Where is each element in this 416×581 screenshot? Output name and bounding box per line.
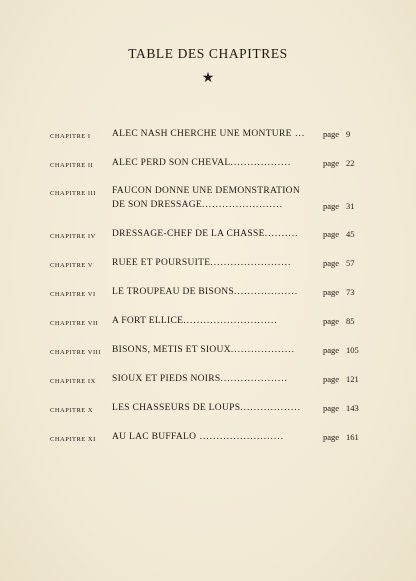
chapter-title [112, 229, 318, 239]
page-word: page [323, 287, 340, 297]
page-number: 143 [346, 403, 359, 413]
toc-entry[interactable] [0, 287, 416, 307]
page-word: page [323, 229, 340, 239]
chapter-title-text: LES CHASSEURS DE LOUPS [112, 403, 241, 413]
page-reference [323, 345, 383, 355]
chapter-title-text: DRESSAGE-CHEF DE LA CHASSE [112, 229, 265, 239]
dot-leader: ........................ [210, 258, 292, 268]
chapter-label: CHAPITRE IV [50, 233, 96, 240]
toc-entry[interactable] [0, 345, 416, 365]
page-word: page [323, 345, 340, 355]
page-word: page [323, 258, 340, 268]
chapter-title [112, 432, 318, 442]
page-word: page [323, 158, 340, 168]
page-reference [323, 129, 383, 139]
page-number: 121 [346, 374, 359, 384]
chapter-title-line1: FAUCON DONNE UNE DÉMONSTRATION [112, 186, 301, 196]
dot-leader: .......... [264, 229, 299, 239]
page-word: page [323, 403, 340, 413]
chapter-label: CHAPITRE IX [50, 378, 96, 385]
toc-entry[interactable] [0, 186, 416, 216]
toc-entry[interactable] [0, 258, 416, 278]
chapter-label: CHAPITRE X [50, 407, 94, 414]
dot-leader: ........................ [202, 200, 284, 210]
chapter-title [112, 316, 318, 326]
dot-leader: .................. [240, 403, 302, 413]
chapter-title-text: A FORT ELLICE [112, 316, 184, 326]
chapter-title [112, 258, 318, 268]
page-word: page [323, 316, 340, 326]
toc-entry[interactable] [0, 158, 416, 178]
chapter-title [112, 345, 318, 355]
chapter-title-text: AU LAC BUFFALO [112, 432, 197, 442]
chapter-title-text: DE SON DRESSAGE [112, 200, 203, 210]
page-reference [323, 201, 383, 211]
page-number: 85 [346, 316, 355, 326]
chapter-label: CHAPITRE III [50, 190, 96, 197]
chapter-title [112, 200, 318, 210]
toc-entry[interactable] [0, 316, 416, 336]
page-number: 22 [346, 158, 355, 168]
page-reference [323, 258, 383, 268]
chapter-label: CHAPITRE VI [50, 291, 96, 298]
chapter-title-text: RUÉE ET POURSUITE [112, 258, 211, 268]
star-icon: ★ [201, 71, 215, 86]
page-reference [323, 374, 383, 384]
page-number: 105 [346, 345, 359, 355]
dot-leader: ................... [233, 287, 299, 297]
dot-leader: ................... [230, 345, 295, 355]
page-number: 31 [346, 201, 355, 211]
page-number: 9 [346, 129, 351, 139]
page-number: 73 [346, 287, 355, 297]
toc-entry[interactable] [0, 229, 416, 249]
dot-leader: .................. [230, 158, 292, 168]
page-reference [323, 403, 383, 413]
chapter-title [112, 129, 318, 139]
toc-entry[interactable] [0, 129, 416, 149]
chapter-title-text: ALEC NASH CHERCHE UNE MONTURE [112, 129, 292, 139]
dot-leader: ............................ [183, 316, 278, 326]
chapter-title-text: ALEC PERD SON CHEVAL [112, 158, 231, 168]
page-word: page [323, 201, 340, 211]
toc-entry[interactable] [0, 403, 416, 423]
page-reference [323, 287, 383, 297]
chapter-title [112, 287, 318, 297]
page-reference [323, 158, 383, 168]
chapter-title-text: SIOUX ET PIEDS NOIRS [112, 374, 221, 384]
page-word: page [323, 374, 340, 384]
dot-leader: .................... [220, 374, 288, 384]
page-reference [323, 316, 383, 326]
page-reference [323, 229, 383, 239]
page-number: 161 [346, 432, 359, 442]
page-reference [323, 432, 383, 442]
chapter-title-text: LE TROUPEAU DE BISONS [112, 287, 234, 297]
page-title: TABLE DES CHAPITRES [128, 46, 288, 61]
chapter-title [112, 158, 318, 168]
chapter-label: CHAPITRE I [50, 133, 91, 140]
page-number: 45 [346, 229, 355, 239]
toc-entry[interactable] [0, 432, 416, 452]
page-number: 57 [346, 258, 355, 268]
chapter-label: CHAPITRE V [50, 262, 93, 269]
dot-leader: ......................... [196, 432, 285, 442]
chapter-label: CHAPITRE VII [50, 320, 99, 327]
page-word: page [323, 129, 340, 139]
chapter-label: CHAPITRE VIII [50, 349, 101, 356]
chapter-title [112, 374, 318, 384]
chapter-title [112, 403, 318, 413]
page-word: page [323, 432, 340, 442]
chapter-label: CHAPITRE XI [50, 436, 96, 443]
chapter-title-text: BISONS, MÉTIS ET SIOUX [112, 345, 231, 355]
dot-leader: ... [291, 129, 306, 139]
chapter-label: CHAPITRE II [50, 162, 94, 169]
toc-entry[interactable] [0, 374, 416, 394]
